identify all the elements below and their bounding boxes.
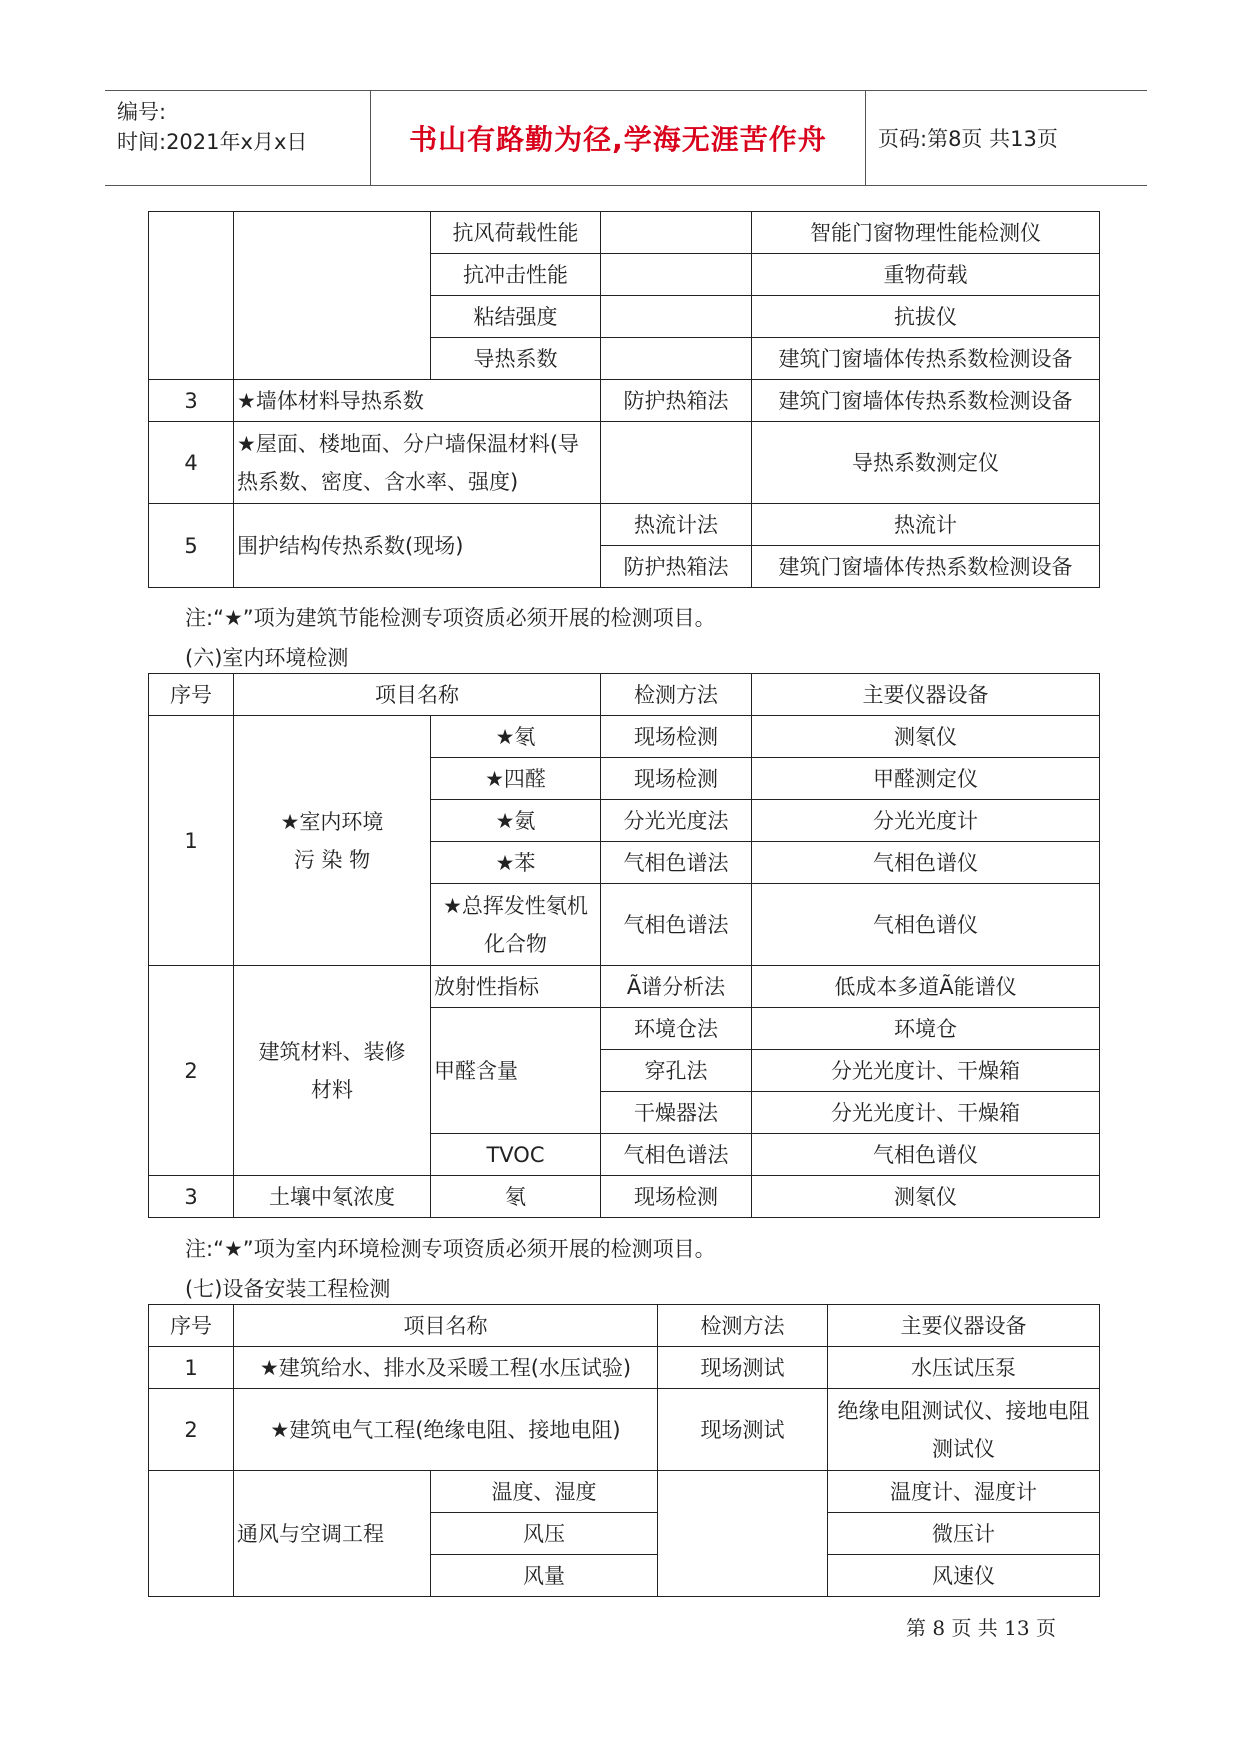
table-row <box>149 380 1100 422</box>
cell-name: ★建筑给水、排水及采暖工程(水压试验) <box>234 1347 658 1389</box>
section-title-indoor: (六)室内环境检测 <box>185 646 349 670</box>
cell-item: 导热系数 <box>431 338 601 380</box>
cell-equipment: 分光光度计、干燥箱 <box>752 1092 1100 1134</box>
cell-name-line: 材料 <box>311 1077 353 1102</box>
table-indoor-environment <box>148 673 1100 1218</box>
cell-item: 抗风荷载性能 <box>431 212 601 254</box>
header-method: 检测方法 <box>601 674 752 716</box>
table-row <box>149 1389 1100 1471</box>
table-header-row <box>149 674 1100 716</box>
header-method: 检测方法 <box>658 1305 828 1347</box>
cell-no: 2 <box>149 966 234 1176</box>
cell-equipment: 环境仓 <box>752 1008 1100 1050</box>
header-equipment: 主要仪器设备 <box>828 1305 1100 1347</box>
table-row <box>149 422 1100 504</box>
cell-equipment: 水压试压泵 <box>828 1347 1100 1389</box>
cell-name: ★墙体材料导热系数 <box>234 380 601 422</box>
cell-equipment: 测氡仪 <box>752 716 1100 758</box>
table-row <box>149 212 1100 254</box>
cell-no: 4 <box>149 422 234 504</box>
cell-method: 现场检测 <box>601 758 752 800</box>
note-indoor: 注:“★”项为室内环境检测专项资质必须开展的检测项目。 <box>185 1237 716 1261</box>
cell-equipment: 分光光度计、干燥箱 <box>752 1050 1100 1092</box>
cell-method: 现场检测 <box>601 1176 752 1218</box>
cell-name-line: 热系数、密度、含水率、强度) <box>237 469 519 494</box>
cell-name <box>234 966 431 1176</box>
cell-name-line: 建筑材料、装修 <box>258 1039 406 1064</box>
cell-name <box>234 716 431 966</box>
cell-item: TVOC <box>431 1134 601 1176</box>
cell-equipment: 甲醛测定仪 <box>752 758 1100 800</box>
cell-method: 气相色谱法 <box>601 842 752 884</box>
number-label: 编号: <box>117 100 167 124</box>
header-name: 项目名称 <box>234 674 601 716</box>
table-header-row <box>149 1305 1100 1347</box>
cell-equipment: 气相色谱仪 <box>752 884 1100 966</box>
cell-name-line: ★屋面、楼地面、分户墙保温材料(导 <box>237 431 580 456</box>
header-page-label: 页码:第8页 共13页 <box>878 127 1058 151</box>
cell-item: 甲醛含量 <box>431 1008 601 1134</box>
page-footer: 第 8 页 共 13 页 <box>906 1616 1056 1640</box>
cell-equipment: 建筑门窗墙体传热系数检测设备 <box>752 338 1100 380</box>
cell-equipment: 建筑门窗墙体传热系数检测设备 <box>752 380 1100 422</box>
cell-method: 分光光度法 <box>601 800 752 842</box>
cell-method: 现场测试 <box>658 1389 828 1471</box>
cell-no: 5 <box>149 504 234 588</box>
cell-equipment <box>828 1389 1100 1471</box>
cell-equipment: 微压计 <box>828 1513 1100 1555</box>
cell-empty <box>149 1471 234 1597</box>
cell-method <box>601 296 752 338</box>
cell-no: 1 <box>149 1347 234 1389</box>
cell-item: 放射性指标 <box>431 966 601 1008</box>
cell-method: 环境仓法 <box>601 1008 752 1050</box>
note-energy: 注:“★”项为建筑节能检测专项资质必须开展的检测项目。 <box>185 606 716 630</box>
cell-equipment: 气相色谱仪 <box>752 1134 1100 1176</box>
cell-name: ★建筑电气工程(绝缘电阻、接地电阻) <box>234 1389 658 1471</box>
cell-equipment: 热流计 <box>752 504 1100 546</box>
cell-equipment: 导热系数测定仪 <box>752 422 1100 504</box>
cell-no: 2 <box>149 1389 234 1471</box>
table-row <box>149 1471 1100 1513</box>
cell-method: 热流计法 <box>601 504 752 546</box>
cell-item: 粘结强度 <box>431 296 601 338</box>
cell-method: 干燥器法 <box>601 1092 752 1134</box>
cell-method: 穿孔法 <box>601 1050 752 1092</box>
cell-name-line: ★室内环境 <box>280 809 384 834</box>
cell-equipment: 气相色谱仪 <box>752 842 1100 884</box>
cell-equipment: 分光光度计 <box>752 800 1100 842</box>
table-equipment-installation <box>148 1304 1100 1597</box>
cell-equipment: 重物荷载 <box>752 254 1100 296</box>
cell-item: 风压 <box>431 1513 658 1555</box>
header-no: 序号 <box>149 674 234 716</box>
cell-equipment-line: 测试仪 <box>932 1436 995 1461</box>
table-row <box>149 1176 1100 1218</box>
table-row <box>149 716 1100 758</box>
page-header <box>105 90 1147 186</box>
cell-equipment: 风速仪 <box>828 1555 1100 1597</box>
header-name: 项目名称 <box>234 1305 658 1347</box>
cell-item: 氡 <box>431 1176 601 1218</box>
table-row <box>149 504 1100 546</box>
cell-method: 防护热箱法 <box>601 380 752 422</box>
cell-name: 围护结构传热系数(现场) <box>234 504 601 588</box>
table-row <box>149 966 1100 1008</box>
cell-no: 3 <box>149 1176 234 1218</box>
cell-equipment: 建筑门窗墙体传热系数检测设备 <box>752 546 1100 588</box>
cell-item: ★四醛 <box>431 758 601 800</box>
cell-item: 温度、湿度 <box>431 1471 658 1513</box>
cell-no: 1 <box>149 716 234 966</box>
cell-name <box>234 422 601 504</box>
cell-name: 通风与空调工程 <box>234 1471 431 1597</box>
header-left <box>105 91 370 185</box>
table-row <box>149 1347 1100 1389</box>
cell-name: 土壤中氡浓度 <box>234 1176 431 1218</box>
cell-method <box>601 422 752 504</box>
cell-method <box>601 338 752 380</box>
table-energy-continued <box>148 211 1100 588</box>
cell-item: 风量 <box>431 1555 658 1597</box>
cell-method <box>601 254 752 296</box>
cell-equipment: 低成本多道Ã能谱仪 <box>752 966 1100 1008</box>
cell-name-line: 污 染 物 <box>293 847 371 872</box>
cell-item: ★氡 <box>431 716 601 758</box>
cell-item: ★氨 <box>431 800 601 842</box>
cell-item: 抗冲击性能 <box>431 254 601 296</box>
cell-empty <box>149 212 234 380</box>
time-label: 时间:2021年x月x日 <box>117 130 308 154</box>
cell-method: 现场检测 <box>601 716 752 758</box>
cell-item: ★苯 <box>431 842 601 884</box>
cell-method: 气相色谱法 <box>601 1134 752 1176</box>
header-no: 序号 <box>149 1305 234 1347</box>
cell-item <box>431 884 601 966</box>
header-motto: 书山有路勤为径,学海无涯苦作舟 <box>370 91 866 185</box>
cell-method: 防护热箱法 <box>601 546 752 588</box>
cell-equipment: 抗拔仪 <box>752 296 1100 338</box>
cell-empty <box>658 1471 828 1597</box>
cell-method <box>601 212 752 254</box>
cell-equipment: 智能门窗物理性能检测仪 <box>752 212 1100 254</box>
section-title-equipment: (七)设备安装工程检测 <box>185 1277 391 1301</box>
cell-method: 现场测试 <box>658 1347 828 1389</box>
cell-item-line: 化合物 <box>484 931 547 956</box>
cell-method: Ã谱分析法 <box>601 966 752 1008</box>
cell-method: 气相色谱法 <box>601 884 752 966</box>
cell-no: 3 <box>149 380 234 422</box>
header-equipment: 主要仪器设备 <box>752 674 1100 716</box>
cell-equipment-line: 绝缘电阻测试仪、接地电阻 <box>837 1398 1090 1423</box>
cell-equipment: 测氡仪 <box>752 1176 1100 1218</box>
cell-item-line: ★总挥发性氡机 <box>443 893 588 918</box>
cell-empty <box>234 212 431 380</box>
cell-equipment: 温度计、湿度计 <box>828 1471 1100 1513</box>
